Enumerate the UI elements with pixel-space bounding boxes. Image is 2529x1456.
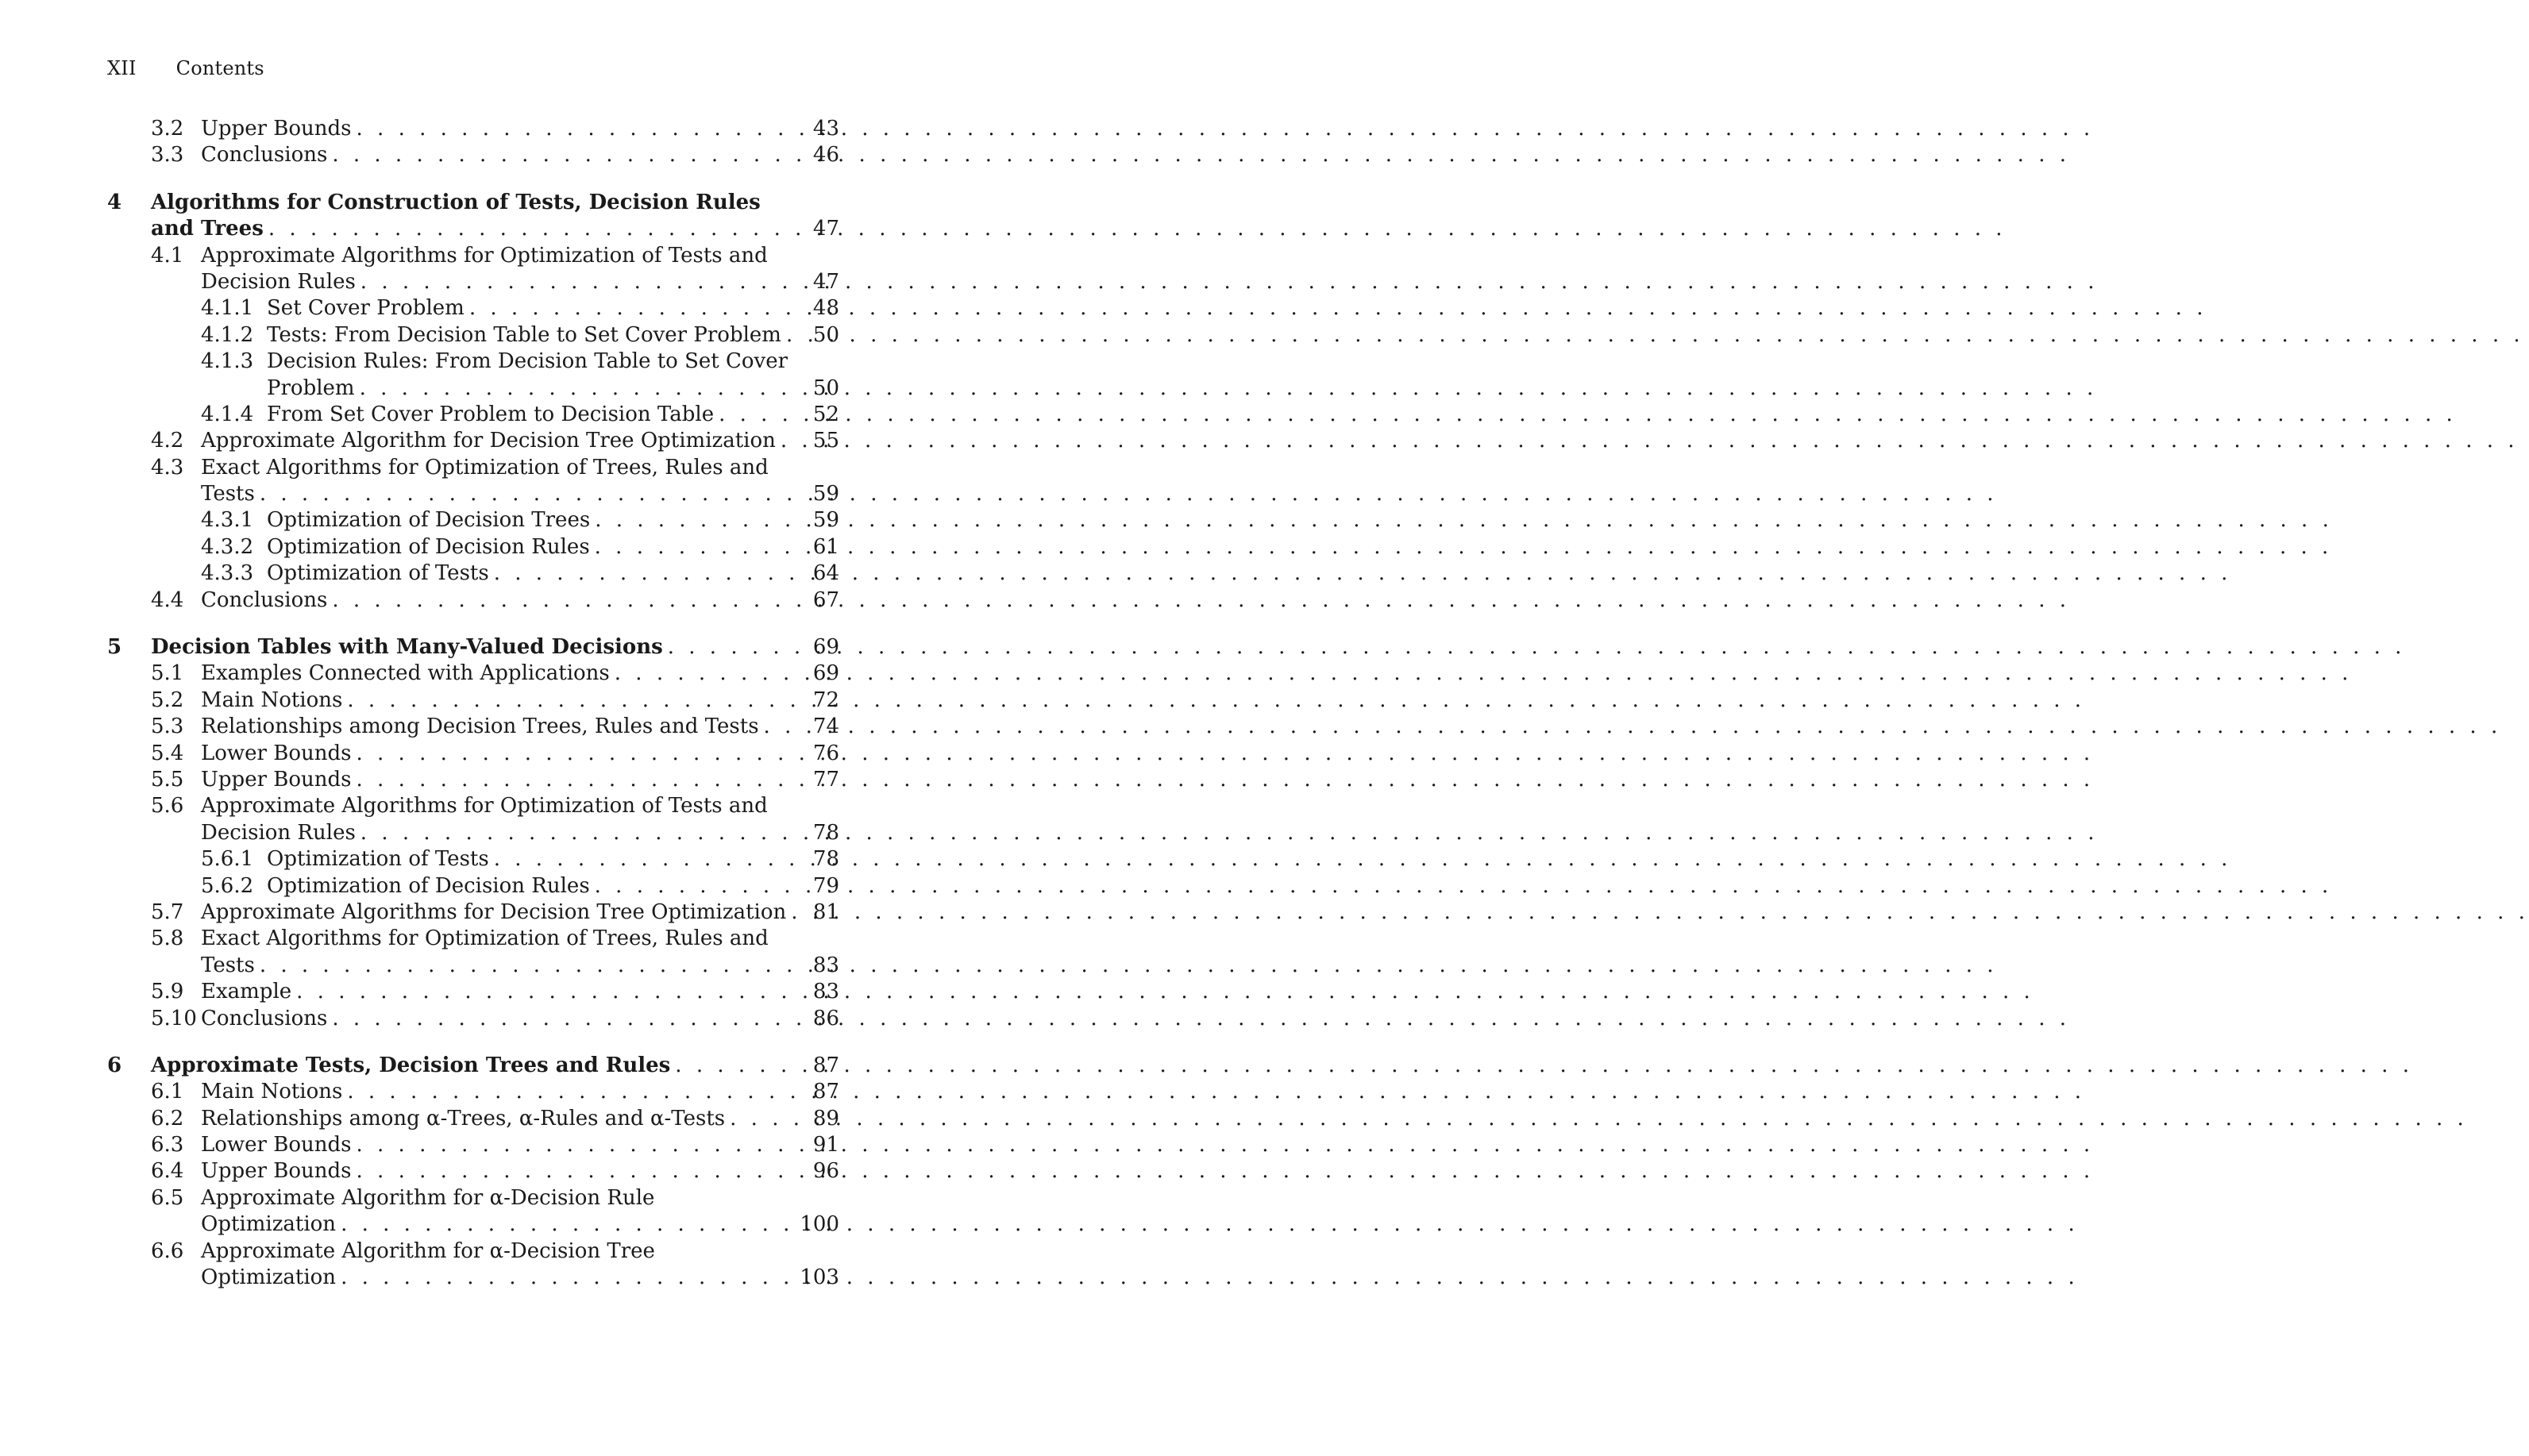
toc-section-entry <box>107 820 839 846</box>
entry-number: 4.1.1 <box>201 296 254 321</box>
entry-number: 3.3 <box>151 143 184 168</box>
entry-number: 4 <box>107 190 122 214</box>
entry-number: 5.2 <box>151 688 184 712</box>
dot-leader <box>296 979 2034 1005</box>
entry-number: 4.1 <box>151 243 184 268</box>
entry-title: Optimization <box>201 1212 337 1237</box>
page-number: 52 <box>812 402 839 426</box>
entry-title: Lower Bounds <box>201 741 352 765</box>
dot-leader <box>719 402 2457 428</box>
toc-chapter-entry <box>107 1053 839 1079</box>
entry-title: Approximate Algorithms for Optimization of Tests and <box>201 794 768 819</box>
entry-title: Approximate Tests, Decision Trees and Rules <box>151 1053 671 1077</box>
entry-title: Decision Rules <box>201 820 356 845</box>
entry-title: Decision Tables with Many-Valued Decisions <box>151 635 663 660</box>
entry-number: 4.3.2 <box>201 534 254 559</box>
entry-title: Upper Bounds <box>201 117 352 141</box>
entry-number: 4.1.4 <box>201 402 254 426</box>
toc-section-entry <box>107 1158 839 1184</box>
dot-leader <box>260 953 1998 979</box>
toc-section-entry <box>107 481 839 507</box>
toc-section-entry <box>107 142 839 168</box>
page-number: 67 <box>812 587 839 612</box>
entry-title: Example <box>201 980 292 1004</box>
page-number: 77 <box>812 767 839 792</box>
entry-title: Conclusions <box>201 587 328 612</box>
running-header <box>107 57 264 79</box>
page-number: 103 <box>800 1265 839 1290</box>
entry-title: Exact Algorithms for Optimization of Trees, Rules and <box>201 455 769 480</box>
toc-section-entry <box>107 741 839 767</box>
dot-leader <box>668 634 2406 661</box>
dot-leader <box>341 1211 2079 1238</box>
toc-section-entry <box>107 1265 839 1291</box>
toc-section-entry <box>107 116 839 142</box>
entry-number: 4.1.3 <box>201 349 254 374</box>
dot-leader <box>595 534 2333 560</box>
page-number: 87 <box>812 1080 839 1104</box>
entry-title: Approximate Algorithm for α-Decision Tree <box>201 1238 655 1263</box>
entry-title: Optimization of Decision Rules <box>267 534 590 559</box>
dot-leader <box>781 428 2519 454</box>
entry-number: 5 <box>107 635 122 660</box>
page-number: 64 <box>812 561 839 586</box>
entry-title: Decision Rules: From Decision Table to Set Cover <box>267 349 788 374</box>
entry-number: 6.2 <box>151 1106 184 1131</box>
page-number: 43 <box>812 117 839 141</box>
entry-number: 4.3.3 <box>201 561 254 586</box>
entry-number: 5.6 <box>151 794 184 819</box>
dot-leader <box>357 767 2095 793</box>
dot-leader <box>268 216 2007 242</box>
entry-number: 4.2 <box>151 429 184 453</box>
page-number: 48 <box>812 296 839 321</box>
toc-subsection-entry <box>107 376 839 402</box>
entry-number: 5.9 <box>151 980 184 1004</box>
toc-subsection-entry <box>107 873 839 899</box>
entry-number: 6.3 <box>151 1133 184 1157</box>
toc-section-entry <box>107 587 839 614</box>
page-number: 83 <box>812 980 839 1004</box>
toc-section-entry <box>107 428 839 454</box>
page-number: 100 <box>800 1212 839 1237</box>
entry-title: Approximate Algorithms for Optimization of Tests and <box>201 243 768 268</box>
dot-leader <box>360 376 2098 402</box>
entry-title: Approximate Algorithms for Decision Tree Optimization <box>201 899 787 924</box>
entry-number: 4.3 <box>151 455 184 480</box>
entry-title: Tests <box>201 482 255 507</box>
toc-section-entry <box>107 1006 839 1032</box>
entry-title: Conclusions <box>201 143 328 168</box>
toc-subsection-entry <box>107 846 839 872</box>
dot-leader <box>730 1106 2468 1132</box>
entry-title: Upper Bounds <box>201 1159 352 1184</box>
toc-section-entry <box>107 269 839 295</box>
entry-title: Approximate Algorithm for Decision Tree Optimization <box>201 429 776 453</box>
entry-title: Optimization of Decision Rules <box>267 873 590 898</box>
toc-section-entry <box>107 455 839 481</box>
entry-number: 6.1 <box>151 1080 184 1104</box>
page-number: 69 <box>812 661 839 686</box>
entry-title: Lower Bounds <box>201 1133 352 1157</box>
page-number: 89 <box>812 1106 839 1131</box>
toc-section-entry <box>107 1238 839 1265</box>
dot-leader <box>595 873 2333 899</box>
running-title: Contents <box>175 57 264 79</box>
entry-number: 6.5 <box>151 1185 184 1210</box>
page-number: 59 <box>812 508 839 533</box>
page-number: 50 <box>812 322 839 347</box>
toc-section-entry <box>107 1211 839 1238</box>
dot-leader <box>360 820 2099 846</box>
entry-number: 6 <box>107 1053 122 1077</box>
entry-number: 5.10 <box>151 1006 197 1030</box>
page-number: 46 <box>812 143 839 168</box>
dot-leader <box>595 507 2333 533</box>
page-number: 91 <box>812 1133 839 1157</box>
table-of-contents <box>107 116 839 1291</box>
dot-leader <box>332 587 2070 614</box>
entry-number: 5.3 <box>151 715 184 739</box>
page-number: 76 <box>812 741 839 765</box>
entry-number: 5.1 <box>151 661 184 686</box>
toc-section-entry <box>107 979 839 1005</box>
entry-title: Problem <box>267 376 355 400</box>
entry-number: 3.2 <box>151 117 184 141</box>
toc-section-entry <box>107 1106 839 1132</box>
entry-title: From Set Cover Problem to Decision Table <box>267 402 715 426</box>
toc-section-entry <box>107 1185 839 1211</box>
dot-leader <box>347 1079 2085 1105</box>
page-number: 86 <box>812 1006 839 1030</box>
page-number: 47 <box>812 269 839 294</box>
toc-section-entry <box>107 899 839 926</box>
entry-title: Relationships among α-Trees, α-Rules and α-Tests <box>201 1106 726 1131</box>
dot-leader <box>469 295 2207 322</box>
toc-chapter-entry <box>107 216 839 242</box>
dot-leader <box>786 322 2524 349</box>
entry-title: Tests <box>201 953 255 977</box>
entry-title: Tests: From Decision Table to Set Cover Problem <box>267 322 781 347</box>
dot-leader <box>494 846 2232 872</box>
page-number: 47 <box>812 217 839 241</box>
entry-number: 5.5 <box>151 767 184 792</box>
entry-number: 5.4 <box>151 741 184 765</box>
page-number: 74 <box>812 715 839 739</box>
dot-leader <box>791 899 2529 926</box>
entry-number: 6.6 <box>151 1238 184 1263</box>
entry-number: 5.6.1 <box>201 847 254 872</box>
dot-leader <box>341 1265 2079 1291</box>
dot-leader <box>357 1132 2095 1158</box>
toc-subsection-entry <box>107 295 839 322</box>
entry-title: Exact Algorithms for Optimization of Trees, Rules and <box>201 926 769 951</box>
toc-subsection-entry <box>107 349 839 375</box>
entry-number: 5.8 <box>151 926 184 951</box>
entry-number: 4.1.2 <box>201 322 254 347</box>
toc-chapter-entry <box>107 634 839 661</box>
dot-leader <box>764 714 2502 740</box>
page-number: 83 <box>812 953 839 977</box>
entry-number: 6.4 <box>151 1159 184 1184</box>
entry-title: Algorithms for Construction of Tests, Decision Rules <box>151 190 761 214</box>
entry-number: 5.6.2 <box>201 873 254 898</box>
toc-section-entry <box>107 793 839 819</box>
entry-title: Conclusions <box>201 1006 328 1030</box>
dot-leader <box>675 1053 2413 1079</box>
entry-title: Relationships among Decision Trees, Rules and Tests <box>201 715 759 739</box>
entry-title: Set Cover Problem <box>267 296 465 321</box>
entry-title: Main Notions <box>201 688 343 712</box>
dot-leader <box>615 661 2353 687</box>
toc-section-entry <box>107 953 839 979</box>
dot-leader <box>357 116 2095 142</box>
dot-leader <box>260 481 1998 507</box>
toc-chapter-entry <box>107 190 839 216</box>
toc-section-entry <box>107 243 839 269</box>
toc-subsection-entry <box>107 507 839 533</box>
page-number: 59 <box>812 482 839 507</box>
dot-leader <box>357 741 2095 767</box>
entry-number: 4.4 <box>151 587 184 612</box>
dot-leader <box>347 688 2085 714</box>
toc-section-entry <box>107 1079 839 1105</box>
entry-title: and Trees <box>151 217 264 241</box>
page-number: 50 <box>812 376 839 400</box>
page-number: 55 <box>812 429 839 453</box>
page-number: 78 <box>812 847 839 872</box>
entry-title: Optimization of Tests <box>267 847 489 872</box>
toc-subsection-entry <box>107 534 839 560</box>
entry-title: Approximate Algorithm for α-Decision Rule <box>201 1185 655 1210</box>
toc-subsection-entry <box>107 560 839 587</box>
toc-subsection-entry <box>107 402 839 428</box>
toc-section-entry <box>107 688 839 714</box>
toc-section-entry <box>107 661 839 687</box>
entry-number: 5.7 <box>151 899 184 924</box>
dot-leader <box>494 560 2232 587</box>
page-folio: XII <box>107 57 137 79</box>
toc-subsection-entry <box>107 322 839 349</box>
page-number: 87 <box>812 1053 839 1077</box>
entry-number: 4.3.1 <box>201 508 254 533</box>
page-number: 61 <box>812 534 839 559</box>
page-number: 79 <box>812 873 839 898</box>
entry-title: Decision Rules <box>201 269 356 294</box>
page-number: 78 <box>812 820 839 845</box>
entry-title: Upper Bounds <box>201 767 352 792</box>
dot-leader <box>357 1158 2095 1184</box>
entry-title: Optimization of Decision Trees <box>267 508 591 533</box>
page-number: 96 <box>812 1159 839 1184</box>
page-number: 72 <box>812 688 839 712</box>
page-number: 69 <box>812 635 839 660</box>
entry-title: Examples Connected with Applications <box>201 661 610 686</box>
entry-title: Optimization of Tests <box>267 561 489 586</box>
toc-section-entry <box>107 1132 839 1158</box>
dot-leader <box>360 269 2099 295</box>
toc-section-entry <box>107 767 839 793</box>
dot-leader <box>332 1006 2070 1032</box>
toc-section-entry <box>107 714 839 740</box>
entry-title: Main Notions <box>201 1080 343 1104</box>
toc-section-entry <box>107 926 839 952</box>
page-number: 81 <box>812 899 839 924</box>
dot-leader <box>332 142 2070 168</box>
entry-title: Optimization <box>201 1265 337 1290</box>
